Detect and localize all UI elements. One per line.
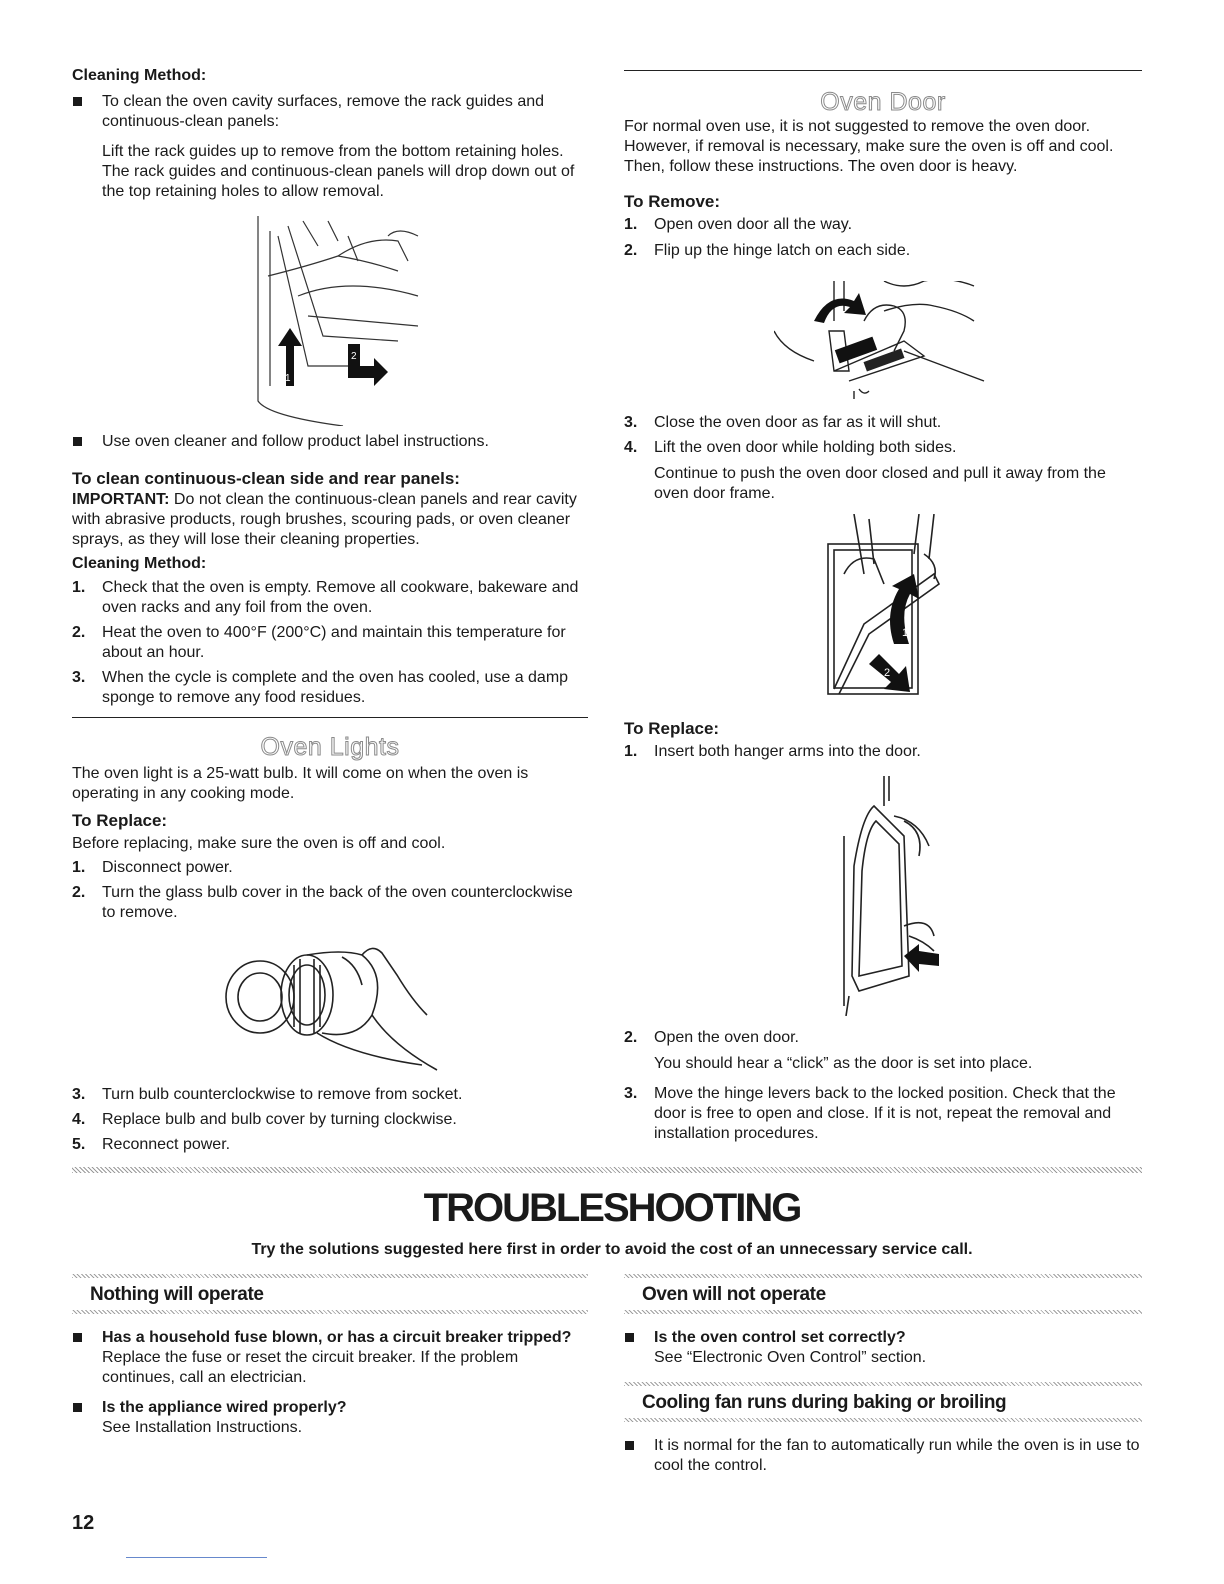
cleaning-method-heading: Cleaning Method: xyxy=(72,555,207,572)
list-item: 4. Replace bulb and bulb cover by turning clockwise. xyxy=(72,1111,457,1128)
section-hatch xyxy=(624,1274,1142,1278)
list-item: 2. Open the oven door. xyxy=(624,1029,799,1046)
important-label: IMPORTANT: xyxy=(72,491,170,508)
list-item: 1. Check that the oven is empty. Remove all cookware, bakeware and oven racks and any foil from the oven. xyxy=(72,579,579,616)
list-item: 4. Lift the oven door while holding both sides. xyxy=(624,439,957,456)
bulb-cover-figure xyxy=(222,945,442,1075)
door-lift-figure xyxy=(824,514,944,704)
list-item: 2. Heat the oven to 400°F (200°C) and maintain this temperature for about an hour. xyxy=(72,624,566,661)
bullet-item xyxy=(72,432,588,452)
to-replace-heading: To Replace: xyxy=(624,719,720,738)
fan-heading: Cooling fan runs during baking or broiling xyxy=(642,1392,1007,1413)
list-item: 3. Turn bulb counterclockwise to remove from socket. xyxy=(72,1086,463,1103)
troubleshoot-item xyxy=(624,1328,1142,1368)
remove-steps-list-2 xyxy=(624,413,1142,458)
page-number: 12 xyxy=(72,1512,95,1534)
right-column xyxy=(624,70,1142,1144)
oven-door-intro: For normal oven use, it is not suggested to remove the oven door. However, if removal is necessary, make sure the oven is off and cool. Then, follow these instructions. The oven door is heavy. xyxy=(624,118,1114,175)
troubleshoot-item xyxy=(624,1436,1142,1476)
oven-lights-intro: The oven light is a 25-watt bulb. It will come on when the oven is operating in any cooking mode. xyxy=(72,765,529,802)
troubleshoot-question: Is the oven control set correctly? xyxy=(654,1329,906,1346)
bullet-square-icon xyxy=(73,437,82,446)
to-remove-heading: To Remove: xyxy=(624,192,721,211)
important-text: Do not clean the continuous-clean panels and rear cavity with abrasive products, rough brushes, scouring pads, or oven cleaner sprays, as they will lose their cleaning properties. xyxy=(72,491,577,548)
bullet-detail: Lift the rack guides up to remove from the bottom retaining holes. The rack guides and continuous-clean panels will drop down out of the top retaining holes to allow removal. xyxy=(102,143,575,200)
fig-label-2: 2 xyxy=(351,351,357,362)
footer-line xyxy=(126,1557,267,1558)
list-item: 2. Turn the glass bulb cover in the back of the oven counterclockwise to remove. xyxy=(72,884,573,921)
bullet-square-icon xyxy=(625,1333,634,1342)
list-item: 5. Reconnect power. xyxy=(72,1136,231,1153)
list-item: 3. When the cycle is complete and the oven has cooled, use a damp sponge to remove any food residues. xyxy=(72,669,569,706)
remove-steps-list xyxy=(624,215,1142,261)
rack-guide-illustration xyxy=(248,216,428,426)
hanger-arms-illustration xyxy=(834,776,944,1016)
step-detail: Continue to push the oven door closed and pull it away from the oven door frame. xyxy=(654,465,1106,502)
bulb-cover-illustration xyxy=(222,945,442,1075)
list-item: 3. Close the oven door as far as it will shut. xyxy=(624,414,942,431)
section-divider xyxy=(624,70,1142,71)
nothing-heading: Nothing will operate xyxy=(90,1284,264,1305)
cleaning-method-heading: Cleaning Method: xyxy=(72,67,207,84)
bullet-square-icon xyxy=(73,97,82,106)
cleaning-steps-list xyxy=(72,578,588,708)
section-hatch xyxy=(624,1418,1142,1422)
oven-lights-title: Oven Lights xyxy=(260,733,400,761)
panels-heading: To clean continuous-clean side and rear panels: xyxy=(72,469,460,488)
replace-steps-list-2 xyxy=(72,1085,588,1155)
list-item: 1. Disconnect power. xyxy=(72,859,233,876)
nothing-operates-section xyxy=(72,1274,588,1438)
troubleshoot-answer: Replace the fuse or reset the circuit breaker. If the problem continues, call an electrician. xyxy=(102,1349,519,1386)
left-column xyxy=(72,66,588,1155)
list-item: 1. Open oven door all the way. xyxy=(624,216,853,233)
replace-steps-list xyxy=(624,742,1142,762)
bullet-square-icon xyxy=(73,1403,82,1412)
troubleshoot-answer: It is normal for the fan to automatically run while the oven is in use to cool the control. xyxy=(654,1437,1140,1474)
fig-label-1: 1 xyxy=(902,627,909,639)
hinge-latch-illustration xyxy=(774,281,994,401)
step-detail: You should hear a “click” as the door is set into place. xyxy=(654,1055,1033,1072)
troubleshooting-title: TROUBLESHOOTING xyxy=(423,1186,801,1230)
replace-steps-list xyxy=(72,858,588,923)
troubleshooting-divider xyxy=(72,1167,1142,1173)
important-note xyxy=(72,490,588,550)
list-item: 1. Insert both hanger arms into the door. xyxy=(624,743,921,760)
hanger-arms-figure xyxy=(834,776,944,1016)
bullet-text: To clean the oven cavity surfaces, remove the rack guides and continuous-clean panels: xyxy=(102,93,545,130)
oven-door-title: Oven Door xyxy=(820,88,946,116)
section-hatch xyxy=(624,1310,1142,1314)
bullet-text: Use oven cleaner and follow product label instructions. xyxy=(102,433,489,450)
oven-not-operate-section xyxy=(624,1274,1142,1476)
troubleshoot-answer: See Installation Instructions. xyxy=(102,1419,303,1436)
replace-steps-list-2 xyxy=(624,1028,1142,1048)
section-hatch xyxy=(72,1274,588,1278)
hinge-latch-figure xyxy=(774,281,994,401)
replace-steps-list-3 xyxy=(624,1084,1142,1144)
list-item: 3. Move the hinge levers back to the locked position. Check that the door is free to open and close. If it is not, repeat the removal and installation procedures. xyxy=(624,1085,1116,1142)
troubleshooting-subtitle: Try the solutions suggested here first in order to avoid the cost of an unnecessary service call. xyxy=(251,1241,973,1258)
troubleshoot-item xyxy=(72,1398,588,1438)
troubleshoot-question: Is the appliance wired properly? xyxy=(102,1399,347,1416)
to-replace-heading: To Replace: xyxy=(72,811,168,830)
troubleshoot-question: Has a household fuse blown, or has a circuit breaker tripped? xyxy=(102,1329,572,1346)
bullet-square-icon xyxy=(73,1333,82,1342)
rack-guide-figure xyxy=(248,216,428,426)
to-replace-intro: Before replacing, make sure the oven is off and cool. xyxy=(72,835,446,852)
section-hatch xyxy=(624,1382,1142,1386)
door-lift-illustration xyxy=(824,514,944,704)
troubleshoot-item xyxy=(72,1328,588,1388)
bullet-square-icon xyxy=(625,1441,634,1450)
troubleshoot-answer: See “Electronic Oven Control” section. xyxy=(654,1349,927,1366)
fig-label-1: 1 xyxy=(285,373,291,384)
bullet-item xyxy=(72,92,588,132)
oven-not-heading: Oven will not operate xyxy=(642,1284,826,1305)
section-divider xyxy=(72,717,588,718)
list-item: 2. Flip up the hinge latch on each side. xyxy=(624,242,911,259)
fig-label-2: 2 xyxy=(884,667,891,679)
section-hatch xyxy=(72,1310,588,1314)
